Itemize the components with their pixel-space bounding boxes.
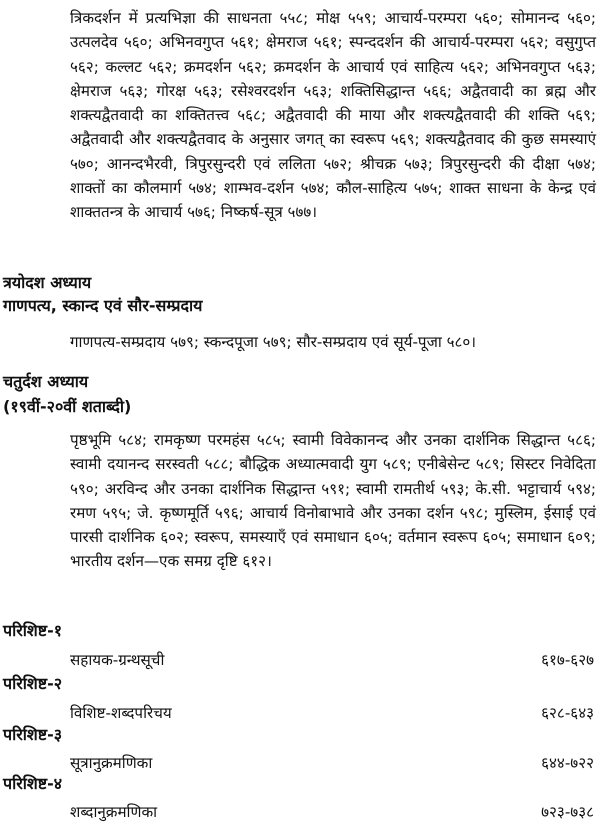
appendix-2-heading: परिशिष्ट-२ [3, 674, 63, 693]
chapter-13-body: गाणपत्य-सम्प्रदाय ५७९; स्कन्दपूजा ५७९; सौर-सम्प्रदाय एवं सूर्य-पूजा ५८०। [70, 333, 477, 351]
appendix-2-pages: ६२८-६४३ [541, 704, 594, 722]
appendix-3-title: सूत्रानुक्रमणिका [70, 754, 153, 772]
chapter-14-body: पृष्ठभूमि ५८४; रामकृष्ण परमहंस ५८५; स्वामी विवेकानन्द और उनका दार्शनिक सिद्धान्त ५८६; स्वामी दयानन्द सरस्वती ५८८; बौद्धिक अध्यात्मवादी युग ५८९; एनीबेसेन्ट ५८९; सिस्टर निवेदिता ५९०; अरविन्द और उनका दार्शनिक सिद्धान्त ५९१; स्वामी रामतीर्थ ५९३; के.सी. भट्टाचार्य ५९४; रमण ५९५; जे. कृष्णमूर्ति ५९६; आचार्य विनोबाभावे और उनका दर्शन ५९८; मुस्लिम, ईसाई एवं पारसी दार्शनिक ६०२; स्वरूप, समस्याएँ एवं समाधान ६०५; वर्तमान स्वरूप ६०५; समाधान ६०९; भारतीय दर्शन—एक समग्र दृष्टि ६१२। [70, 431, 596, 571]
appendix-1-title: सहायक-ग्रन्थसूची [70, 651, 165, 669]
appendix-2-title: विशिष्ट-शब्दपरिचय [70, 704, 172, 722]
appendix-2-entry [70, 702, 594, 724]
appendix-3-heading: परिशिष्ट-३ [3, 725, 63, 744]
chapter-13-subtitle: गाणपत्य, स्कान्द एवं सौर-सम्प्रदाय [3, 296, 203, 315]
appendix-4-heading: परिशिष्ट-४ [3, 774, 63, 793]
appendix-4-entry [70, 801, 594, 823]
appendix-3-entry [70, 752, 594, 774]
appendix-1-pages: ६१७-६२७ [541, 651, 594, 669]
appendix-1-entry [70, 649, 594, 671]
appendix-4-pages: ७२३-७३८ [541, 803, 594, 821]
appendix-4-title: शब्दानुक्रमणिका [70, 803, 158, 821]
chapter-13-title: त्रयोदश अध्याय [3, 273, 92, 292]
appendix-3-pages: ६४४-७२२ [541, 754, 594, 772]
chapter-14-title: चतुर्दश अध्याय [3, 372, 89, 391]
appendix-1-heading: परिशिष्ट-१ [3, 621, 63, 640]
chapter-14-subtitle: (१९वीं-२०वीं शताब्दी) [3, 397, 132, 416]
section-body: त्रिकदर्शन में प्रत्यभिज्ञा की साधनता ५५८; मोक्ष ५५९; आचार्य-परम्परा ५६०; सोमानन्द ५६०; उत्पलदेव ५६०; अभिनवगुप्त ५६१; क्षेमराज ५६१; स्पन्ददर्शन की आचार्य-परम्परा ५६२; वसुगुप्त ५६२; कल्लट ५६२; क्रमदर्शन ५६२; क्रमदर्शन के आचार्य एवं साहित्य ५६२; अभिनवगुप्त ५६३; क्षेमराज ५६३; गोरक्ष ५६३; रसेश्वरदर्शन ५६३; शक्तिसिद्धान्त ५६६; अद्वैतवादी का ब्रह्म और शक्त्यद्वैतवादी का शक्तितत्त्व ५६८; अद्वैतवादी की माया और शक्त्यद्वैतवादी की शक्ति ५६९; अद्वैतवादी और शक्त्यद्वैतवाद के अनुसार जगत् का स्वरूप ५६९; शक्त्यद्वैतवाद की कुछ समस्याएं ५७०; आनन्दभैरवी, त्रिपुरसुन्दरी एवं ललिता ५७२; श्रीचक्र ५७३; त्रिपुरसुन्दरी की दीक्षा ५७४; शाक्तों का कौलमार्ग ५७४; शाम्भव-दर्शन ५७४; कौल-साहित्य ५७५; शाक्त साधना के केन्द्र एवं शाक्ततन्त्र के आचार्य ५७६; निष्कर्ष-सूत्र ५७७। [70, 9, 596, 222]
